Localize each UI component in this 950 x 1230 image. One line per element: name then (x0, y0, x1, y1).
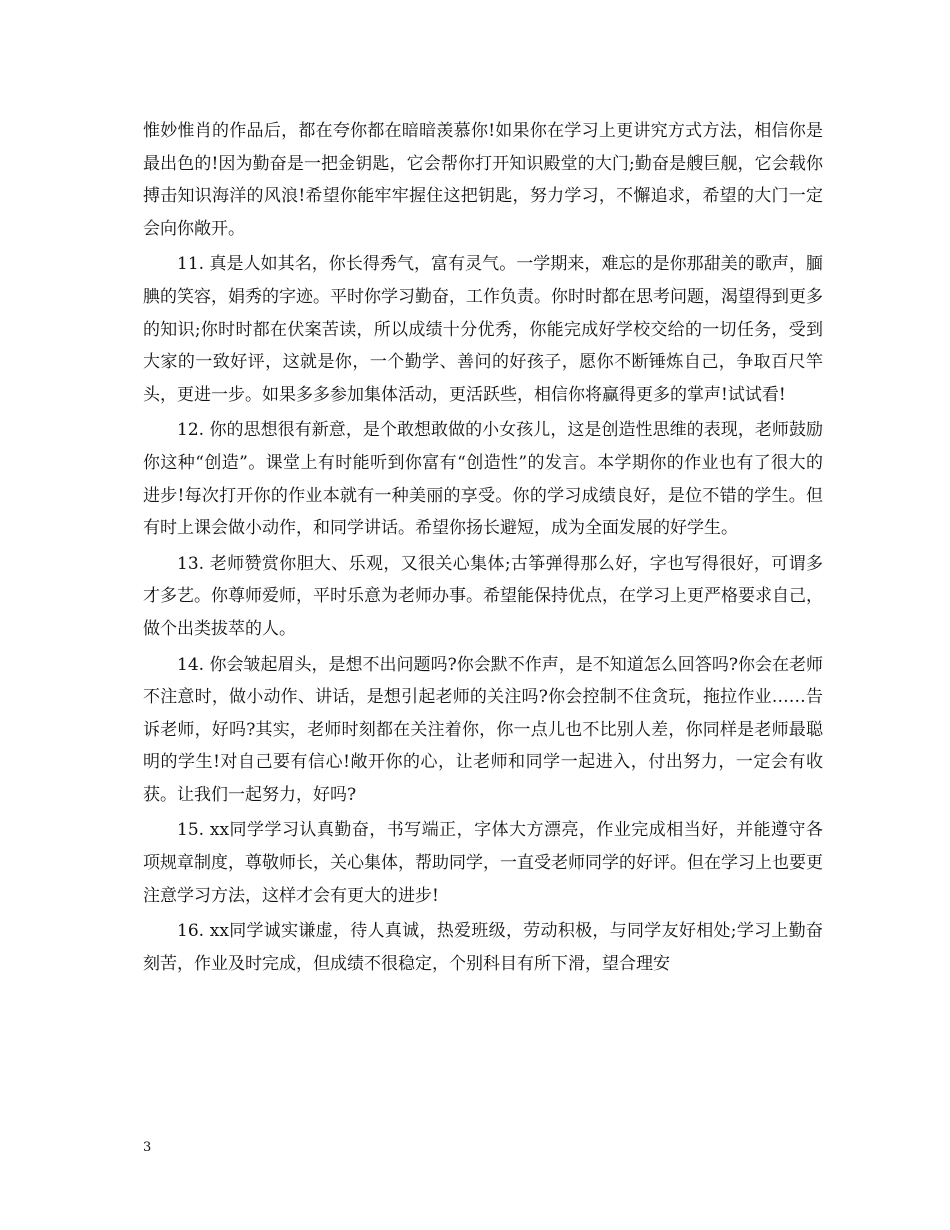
paragraph-11: 11. 真是人如其名，你长得秀气，富有灵气。一学期来，难忘的是你那甜美的歌声，腼腆的笑容，娟秀的字迹。平时你学习勤奋，工作负责。你时时都在思考问题，渴望得到更多的知识;你时时都在伏案苦读，所以成绩十分优秀，你能完成好学校交给的一切任务，受到大家的一致好评，这就是你，一个勤学、善问的好孩子，愿你不断锤炼自己，争取百尺竿头，更进一步。如果多多参加集体活动，更活跃些，相信你将赢得更多的掌声!试试看! (143, 254, 823, 405)
document-body (143, 115, 823, 983)
page-number: 3 (143, 1140, 152, 1155)
paragraph-16: 16. xx同学诚实谦虚，待人真诚，热爱班级，劳动积极，与同学友好相处;学习上勤奋刻苦，作业及时完成，但成绩不很稳定，个别科目有所下滑，望合理安 (143, 921, 823, 974)
paragraph-15: 15. xx同学学习认真勤奋，书写端正，字体大方漂亮，作业完成相当好，并能遵守各项规章制度，尊敬师长，关心集体，帮助同学，一直受老师同学的好评。但在学习上也要更注意学习方法，这样才会有更大的进步! (143, 820, 823, 906)
paragraph-12: 12. 你的思想很有新意，是个敢想敢做的小女孩儿，这是创造性思维的表现，老师鼓励你这种“创造”。课堂上有时能听到你富有“创造性”的发言。本学期你的作业也有了很大的进步!每次打开你的作业本就有一种美丽的享受。你的学习成绩良好，是位不错的学生。但有时上课会做小动作，和同学讲话。希望你扬长避短，成为全面发展的好学生。 (143, 420, 823, 539)
paragraph-continued: 惟妙惟肖的作品后，都在夸你都在暗暗羡慕你!如果你在学习上更讲究方式方法，相信你是最出色的!因为勤奋是一把金钥匙，它会帮你打开知识殿堂的大门;勤奋是艘巨舰，它会载你搏击知识海洋的风浪!希望你能牢牢握住这把钥匙，努力学习，不懈追求，希望的大门一定会向你敞开。 (143, 121, 823, 239)
paragraph-14: 14. 你会皱起眉头，是想不出问题吗?你会默不作声，是不知道怎么回答吗?你会在老师不注意时，做小动作、讲话，是想引起老师的关注吗?你会控制不住贪玩，拖拉作业……告诉老师，好吗?其实，老师时刻都在关注着你，你一点儿也不比别人差，你同样是老师最聪明的学生!对自己要有信心!敞开你的心，让老师和同学一起进入，付出努力，一定会有收获。让我们一起努力，好吗? (143, 654, 823, 805)
paragraph-13: 13. 老师赞赏你胆大、乐观，又很关心集体;古筝弹得那么好，字也写得很好，可谓多才多艺。你尊师爱师，平时乐意为老师办事。希望能保持优点，在学习上更严格要求自己，做个出类拔萃的人。 (143, 553, 823, 639)
